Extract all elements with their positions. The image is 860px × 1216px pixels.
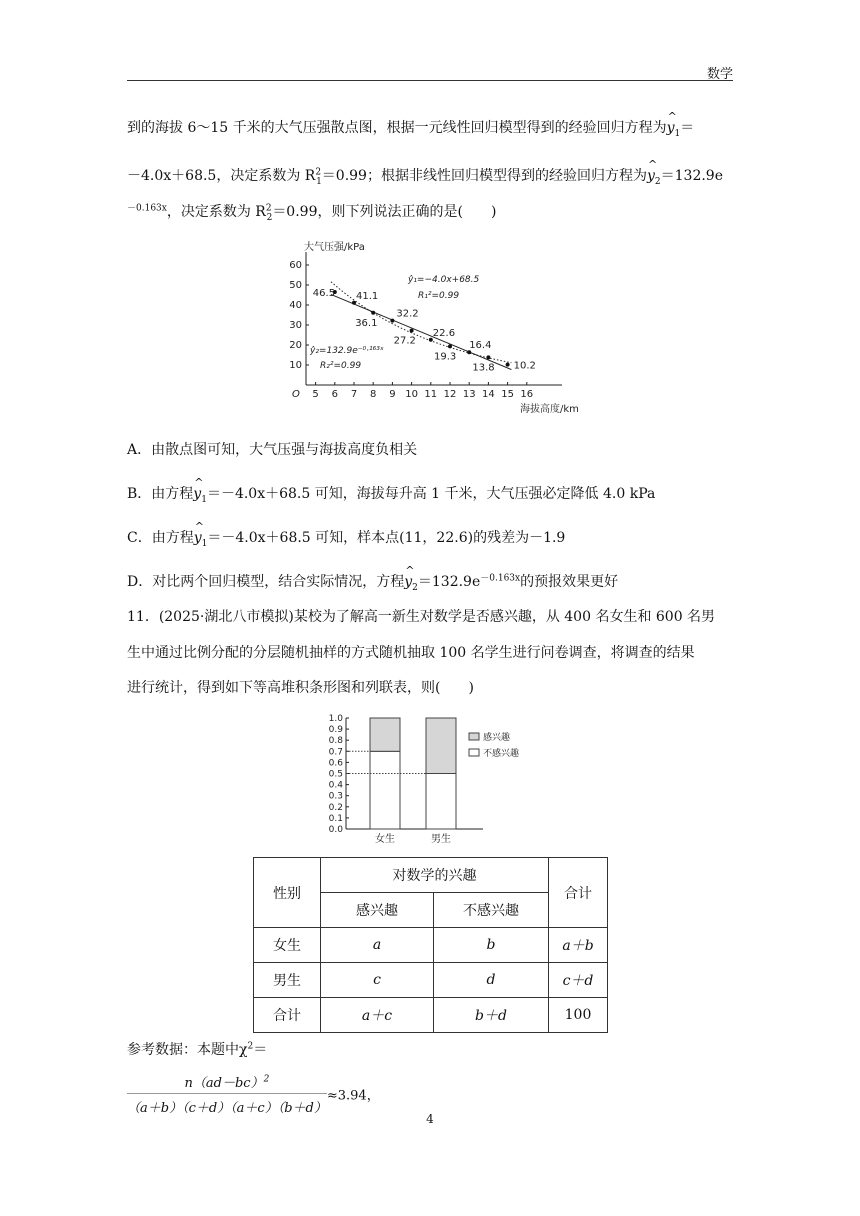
- data-point: [506, 363, 510, 367]
- cell: 合计: [254, 998, 321, 1033]
- y-tick-label: 0.1: [328, 813, 343, 824]
- r1-sub: 1: [316, 176, 322, 187]
- ref-label-end: ＝: [253, 1042, 268, 1058]
- linear-eq-label: ŷ₁=−4.0x+68.5: [408, 275, 480, 285]
- q10-line3: [127, 202, 733, 222]
- y-tick-label: 0.9: [328, 725, 343, 736]
- th-total: 合计: [549, 858, 608, 928]
- option-d-pre: D．对比两个回归模型，结合实际情况，方程: [127, 574, 405, 590]
- option-c-y1: ^ y: [194, 528, 202, 548]
- q11-line3: 进行统计，得到如下等高堆积条形图和列联表，则( ): [127, 680, 474, 696]
- option-b-sub: 1: [201, 494, 207, 505]
- x-tick-label: 15: [501, 389, 514, 400]
- y-tick-label: 20: [289, 340, 302, 351]
- option-b-pre: B．由方程: [127, 486, 194, 502]
- linear-r2-label: R₁²=0.99: [418, 291, 460, 301]
- ref-label-text: 参考数据：本题中χ: [127, 1042, 248, 1058]
- option-d-post: 的预报效果更好: [520, 574, 619, 590]
- q11-line1: 11．(2025·湖北八市模拟)某校为了解高一新生对数学是否感兴趣，从 400 名女生和 600 名男: [127, 609, 716, 625]
- bar-interested: [426, 718, 456, 774]
- option-d-mid: ＝132.9e: [417, 574, 481, 590]
- x-tick-label: 11: [424, 389, 438, 400]
- y2-sub: 2: [654, 176, 661, 187]
- q10-line1-text: 到的海拔 6～15 千米的大气压强散点图，根据一元线性回归模型得到的经验回归方程为: [127, 120, 667, 136]
- x-tick-label: 16: [520, 389, 534, 400]
- x-tick-label: 8: [370, 389, 377, 400]
- y-tick-label: 60: [289, 260, 302, 271]
- r2-sub: 2: [266, 212, 273, 223]
- page-number: 4: [426, 1112, 434, 1126]
- option-d-y2: ^ y: [404, 572, 412, 592]
- q10-line3-text: ，决定系数为 R: [166, 204, 266, 220]
- x-tick-label: 10: [405, 389, 418, 400]
- legend-label-not-interested: 不感兴趣: [483, 749, 520, 759]
- data-label: 22.6: [432, 327, 456, 339]
- cell: a＋b: [549, 928, 608, 963]
- y-tick-label: 0.0: [328, 825, 343, 835]
- ref-label: [127, 1040, 733, 1060]
- origin-label: O: [292, 389, 300, 400]
- data-label: 41.1: [356, 290, 379, 302]
- option-b-post: ＝－4.0x＋68.5 可知，海拔每升高 1 千米，大气压强必定降低 4.0 kPa: [206, 486, 656, 502]
- linear-fit-line: [331, 294, 511, 369]
- bar-interested: [370, 718, 400, 751]
- bar-not-interested: [370, 751, 400, 829]
- y-tick-label: 30: [289, 320, 302, 331]
- sq: 2: [315, 167, 322, 178]
- cell: d: [434, 963, 549, 998]
- y-tick-label: 40: [289, 300, 302, 311]
- th-gender: 性别: [254, 858, 321, 928]
- header-subject: 数学: [706, 67, 733, 82]
- x-axis-label: 海拔高度/km: [520, 404, 579, 415]
- x-tick-label: 13: [462, 389, 476, 400]
- y1-hat: ^ y: [667, 118, 675, 138]
- option-d: [127, 572, 733, 592]
- y-tick-label: 50: [289, 280, 302, 291]
- y-tick-label: 0.3: [328, 791, 343, 802]
- bar-not-interested: [426, 774, 456, 830]
- cell: a＋c: [321, 998, 434, 1033]
- data-label: 16.4: [469, 340, 492, 352]
- q10-line3-b: ＝0.99，则下列说法正确的是( ): [272, 204, 497, 220]
- q10-line2-b: ＝0.99；根据非线性回归模型得到的经验回归方程为: [321, 168, 647, 184]
- formula-numerator: $n(ad-bc)^2$: [127, 1072, 327, 1094]
- data-label: 27.2: [393, 335, 416, 347]
- scatter-chart: [280, 240, 580, 418]
- formula-denominator: （a＋b）（c＋d）（a＋c）（b＋d）: [127, 1101, 327, 1116]
- legend-label-interested: 感兴趣: [483, 733, 511, 743]
- y-tick-label: 1.0: [328, 714, 343, 724]
- data-label: 19.3: [434, 351, 457, 363]
- ref-formula: [127, 1072, 380, 1116]
- exp: －0.163x: [127, 203, 167, 214]
- q10-line2-c: ＝132.9e: [660, 168, 723, 184]
- cell: b＋d: [434, 998, 549, 1033]
- cell: 女生: [254, 928, 321, 963]
- cell: 100: [549, 998, 608, 1033]
- data-point: [486, 355, 490, 359]
- formula-result: ≈3.94，: [326, 1088, 380, 1104]
- cell: 男生: [254, 963, 321, 998]
- option-a: A．由散点图可知，大气压强与海拔高度负相关: [127, 442, 418, 458]
- cell: a: [321, 928, 434, 963]
- data-point: [371, 311, 375, 315]
- category-label: 男生: [431, 834, 451, 845]
- x-tick-label: 9: [389, 389, 396, 400]
- legend-swatch-interested: [469, 733, 479, 740]
- stacked-bar-chart: [318, 708, 548, 848]
- legend-swatch-not-interested: [469, 749, 479, 756]
- y-tick-label: 0.5: [328, 769, 343, 780]
- y-tick-label: 10: [289, 360, 302, 371]
- data-label: 32.2: [396, 308, 419, 320]
- option-b: [127, 484, 733, 504]
- cell: c＋d: [549, 963, 608, 998]
- data-label: 13.8: [472, 362, 495, 374]
- x-tick-label: 6: [331, 389, 338, 400]
- data-label: 36.1: [355, 317, 378, 329]
- table-row: [254, 928, 608, 963]
- th-no: 不感兴趣: [434, 893, 549, 928]
- option-d-exp: －0.163x: [480, 573, 521, 584]
- q10-line1: [127, 118, 733, 138]
- y-tick-label: 0.6: [328, 758, 343, 769]
- y-tick-label: 0.8: [328, 736, 343, 747]
- category-label: 女生: [375, 834, 395, 845]
- option-c-post: ＝－4.0x＋68.5 可知，样本点(11，22.6)的残差为－1.9: [207, 530, 566, 546]
- option-d-sub: 2: [412, 582, 418, 593]
- data-point: [448, 344, 452, 348]
- data-point: [390, 319, 394, 323]
- header-rule: [127, 80, 733, 81]
- exp-eq-label: ŷ₂=132.9e⁻⁰·¹⁶³ˣ: [310, 346, 384, 356]
- exp-r2-label: R₂²=0.99: [320, 361, 362, 371]
- y-axis-label: 大气压强/kPa: [304, 242, 365, 253]
- y2-hat: ^ y: [647, 166, 655, 186]
- y1-sub: 1: [674, 128, 681, 139]
- q10-line1-end: ＝: [680, 120, 695, 136]
- option-c-pre: C．由方程: [127, 530, 194, 546]
- sq2: 2: [265, 203, 272, 214]
- x-tick-label: 14: [482, 389, 495, 400]
- chi-sq: 2: [247, 1041, 254, 1052]
- y-tick-label: 0.2: [328, 802, 343, 813]
- th-interest: 对数学的兴趣: [321, 858, 549, 893]
- option-c-sub: 1: [201, 538, 208, 549]
- cell: b: [434, 928, 549, 963]
- data-point: [410, 329, 414, 333]
- q11-line2: 生中通过比例分配的分层随机抽样的方式随机抽取 100 名学生进行问卷调查，将调查的结果: [127, 645, 695, 661]
- cell: c: [321, 963, 434, 998]
- q10-line2-a: －4.0x＋68.5，决定系数为 R: [127, 168, 316, 184]
- option-c: [127, 528, 733, 548]
- contingency-table: [253, 857, 608, 1033]
- y-tick-label: 0.7: [328, 747, 343, 758]
- option-b-y1: ^ y: [193, 484, 201, 504]
- data-label: 46.5: [312, 288, 336, 299]
- x-tick-label: 5: [312, 389, 319, 400]
- table-row: [254, 963, 608, 998]
- x-tick-label: 7: [350, 389, 358, 400]
- data-label: 10.2: [513, 360, 536, 372]
- table-row: [254, 998, 608, 1033]
- x-tick-label: 12: [443, 389, 457, 400]
- q10-line2: [127, 166, 733, 186]
- th-yes: 感兴趣: [321, 893, 434, 928]
- y-tick-label: 0.4: [328, 780, 343, 791]
